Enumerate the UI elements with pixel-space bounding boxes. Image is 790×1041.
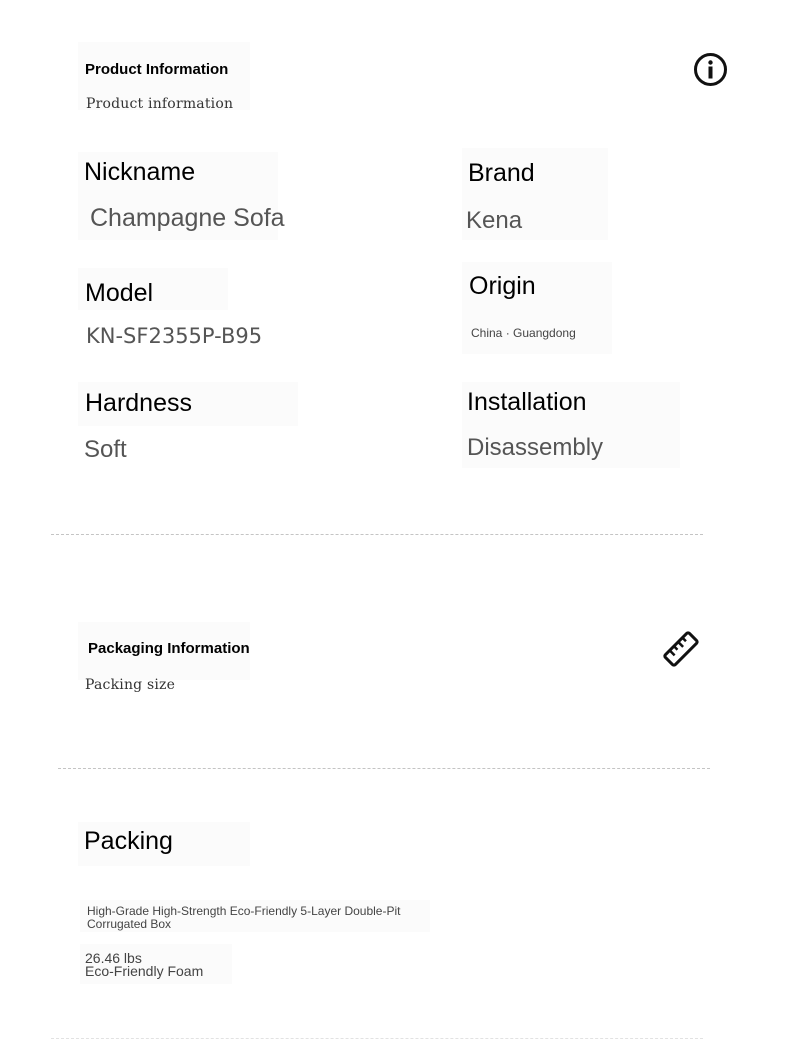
info-icon xyxy=(693,52,728,87)
packing-weight: 26.46 lbs xyxy=(85,950,142,966)
field-label-hardness: Hardness xyxy=(85,389,192,417)
section-divider xyxy=(51,1038,703,1039)
section-title-product: Product Information xyxy=(85,61,229,78)
section-divider xyxy=(51,534,703,535)
field-label-installation: Installation xyxy=(467,388,587,416)
section-subtitle-product: Product information xyxy=(86,96,234,112)
field-value-nickname: Champagne Sofa xyxy=(90,204,285,232)
field-value-hardness: Soft xyxy=(84,436,127,463)
packing-filler: Eco-Friendly Foam xyxy=(85,963,204,979)
section-divider xyxy=(58,768,710,769)
field-label-origin: Origin xyxy=(469,272,536,300)
field-value-brand: Kena xyxy=(466,207,523,234)
field-label-nickname: Nickname xyxy=(84,158,196,186)
field-value-installation: Disassembly xyxy=(467,434,604,461)
ruler-icon xyxy=(662,630,700,668)
section-subtitle-packaging: Packing size xyxy=(85,677,176,693)
section-title-packaging: Packaging Information xyxy=(88,640,250,657)
field-label-brand: Brand xyxy=(468,159,535,187)
packing-box-type: High-Grade High-Strength Eco-Friendly 5-Layer Double-Pit Corrugated Box xyxy=(87,904,401,931)
field-label-model: Model xyxy=(85,279,154,307)
field-label-packing: Packing xyxy=(84,827,173,855)
field-value-model: KN-SF2355P-B95 xyxy=(86,324,263,348)
field-value-origin: China · Guangdong xyxy=(471,326,576,340)
